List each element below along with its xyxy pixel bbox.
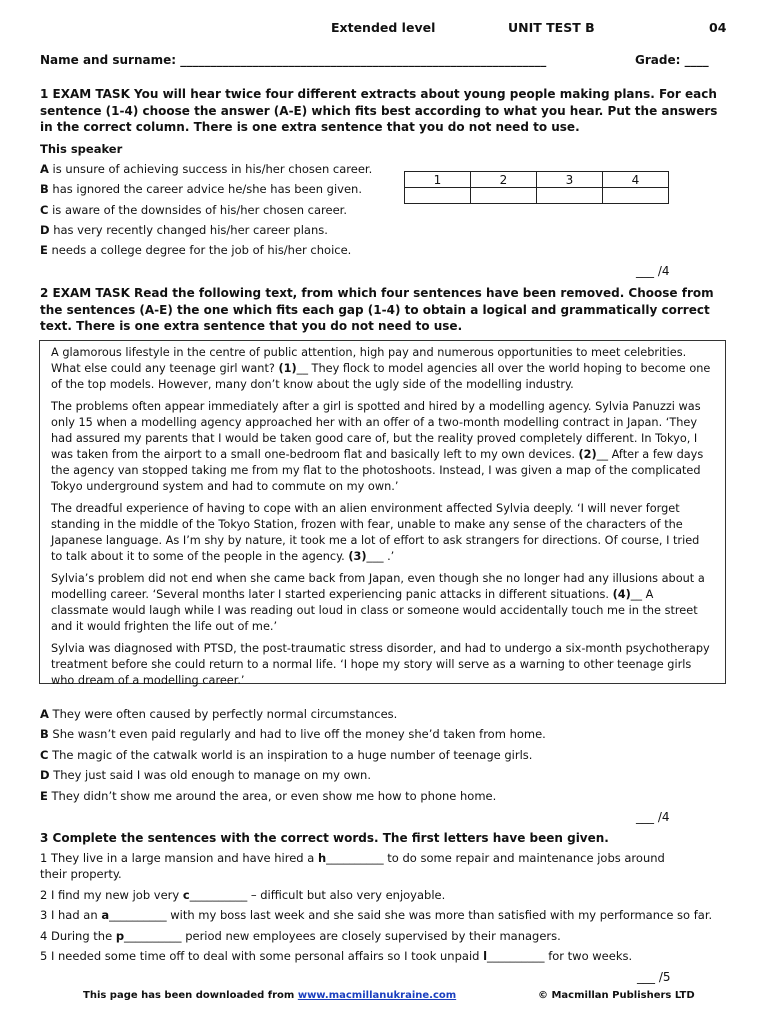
task1-instruction: 1 EXAM TASK You will hear twice four different extracts about young people making plans. For each sentence (1-4) choose the answer (A-E) which fits best according to what you hear. Put the answers in the correct column. There is one extra sentence that you do not need to use. xyxy=(40,87,718,134)
sentence-5: 5 I needed some time off to deal with some personal affairs so I took unpaid l__________ for two weeks. xyxy=(40,949,633,963)
footer-source: This page has been downloaded from www.macmillanukraine.com xyxy=(83,990,457,1001)
test-title: UNIT TEST B xyxy=(508,20,595,35)
paragraph-4: Sylvia’s problem did not end when she came back from Japan, even though she no longer had any illusions about a modelling career. ‘Several months later I started experiencing panic attacks in different situations. (4)__ A classmate would laugh while I was reading out loud in class or someone would accidentally touch me in the street and it would frighten the life out of me.’ xyxy=(51,572,705,633)
level-title: Extended level xyxy=(331,20,436,35)
gap-2: (2) xyxy=(578,448,597,461)
task2-option-b: B She wasn’t even paid regularly and had to live off the money she’d taken from home. xyxy=(40,727,546,741)
name-label: Name and surname: xyxy=(40,53,181,67)
paragraph-2: The problems often appear immediately after a girl is spotted and hired by a modelling agency. Sylvia Panuzzi was only 15 when a modelling agency approached her with an offer of a two-month modelling contract in Japan. ‘They had assured my parents that I would be taken good care of, but the reality proved completely different. In Tokyo, I was taken from the airport to a small one-bedroom flat and basically left to my own devices. (2)__ After a few days the agency van stopped taking me from my flat to the photoshoots. Instead, I was given a map of the complicated Tokyo underground system and had to commute on my own.’ xyxy=(51,400,704,493)
answer-cell-4[interactable] xyxy=(603,188,669,204)
answer-header-1: 1 xyxy=(405,172,471,188)
task1-option-d: D has very recently changed his/her career plans. xyxy=(40,223,328,237)
task2-instruction: 2 EXAM TASK Read the following text, from which four sentences have been removed. Choose from the sentences (A-E) the one which fits each gap (1-4) to obtain a logical and grammatically correct text. There is one extra sentence that you do not need to use. xyxy=(40,286,714,333)
answer-cell-3[interactable] xyxy=(537,188,603,204)
footer-link[interactable]: www.macmillanukraine.com xyxy=(297,990,457,1001)
task2-option-a: A They were often caused by perfectly normal circumstances. xyxy=(40,707,398,721)
blank-5[interactable]: __________ xyxy=(487,949,545,963)
task2-option-e: E They didn’t show me around the area, or even show me how to phone home. xyxy=(40,789,497,803)
reading-text-box xyxy=(39,340,726,687)
answer-header-3: 3 xyxy=(537,172,603,188)
gap-3: (3) xyxy=(348,550,367,563)
grade-line: ____ xyxy=(684,53,709,67)
page-number: 04 xyxy=(709,20,727,35)
task1-answer-table xyxy=(404,171,669,204)
paragraph-5: Sylvia was diagnosed with PTSD, the post-traumatic stress disorder, and had to undergo a six-month psychotherapy treatment before she could return to a normal life. ‘I hope my story will serve as a warning to other teenage girls who dream of a modelling career.’ xyxy=(51,642,710,687)
task3-instruction: 3 Complete the sentences with the correct words. The first letters have been given. xyxy=(40,831,609,845)
answer-cell-1[interactable] xyxy=(405,188,471,204)
grade-field[interactable] xyxy=(635,53,709,67)
task2-option-d: D They just said I was old enough to manage on my own. xyxy=(40,768,371,782)
task1-option-b: B has ignored the career advice he/she has been given. xyxy=(40,182,362,196)
blank-4[interactable]: __________ xyxy=(124,929,182,943)
answer-header-4: 4 xyxy=(603,172,669,188)
name-field[interactable] xyxy=(40,53,546,67)
gap-4: (4) xyxy=(612,588,631,601)
task1-option-c: C is aware of the downsides of his/her chosen career. xyxy=(40,203,347,217)
task2-option-c: C The magic of the catwalk world is an inspiration to a huge number of teenage girls. xyxy=(40,748,533,762)
task1-lead: This speaker xyxy=(40,142,123,156)
task1-option-e: E needs a college degree for the job of his/her choice. xyxy=(40,243,352,257)
task1-score: ___ /4 xyxy=(636,264,670,278)
sentence-1: 1 They live in a large mansion and have hired a h__________ to do some repair and maintenance jobs around xyxy=(40,851,665,865)
paragraph-1: A glamorous lifestyle in the centre of public attention, high pay and numerous opportunities to meet celebrities. What else could any teenage girl want? (1)__ They flock to model agencies all over the world hoping to become one of the top models. However, many don’t know about the ugly side of the modelling industry. xyxy=(51,346,711,391)
task2-score: ___ /4 xyxy=(636,810,670,824)
task3-score: ___ /5 xyxy=(637,970,671,984)
name-line: _____________________________________________________________ xyxy=(180,53,547,67)
sentence-2: 2 I find my new job very c__________ – difficult but also very enjoyable. xyxy=(40,888,446,902)
gap-1: (1) xyxy=(278,362,297,375)
footer-copyright: © Macmillan Publishers LTD xyxy=(538,990,695,1001)
paragraph-3: The dreadful experience of having to cope with an alien environment affected Sylvia deeply. ‘I will never forget standing in the middle of the Tokyo Station, frozen with fear, unable to make any sense of the characters of the Japanese language. As I’m shy by nature, it took me a lot of effort to ask strangers for directions. Of course, I tried to talk about it to some of the people in the agency. (3)___ .’ xyxy=(51,502,700,563)
answer-cell-2[interactable] xyxy=(471,188,537,204)
task1-option-a: A is unsure of achieving success in his/her chosen career. xyxy=(40,162,373,176)
sentence-4: 4 During the p__________ period new employees are closely supervised by their managers. xyxy=(40,929,561,943)
blank-2[interactable]: __________ xyxy=(189,888,248,902)
answer-header-2: 2 xyxy=(471,172,537,188)
grade-label: Grade: xyxy=(635,53,685,67)
sentence-1-continued: their property. xyxy=(40,867,122,881)
blank-3[interactable]: __________ xyxy=(109,908,167,922)
sentence-3: 3 I had an a__________ with my boss last week and she said she was more than satisfied with my performance so far. xyxy=(40,908,713,922)
blank-1[interactable]: __________ xyxy=(326,851,384,865)
